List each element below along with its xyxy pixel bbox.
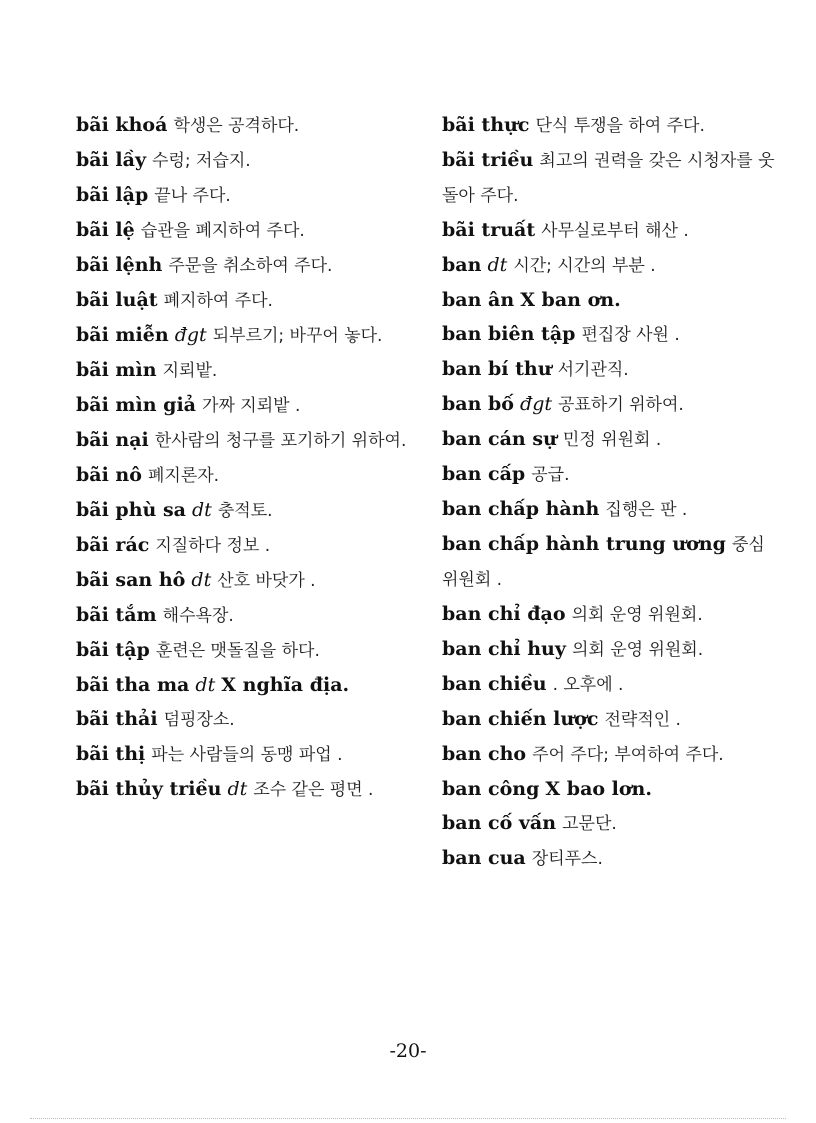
- headword: bãi tha ma: [76, 674, 190, 696]
- dictionary-entry: [76, 633, 420, 668]
- part-of-speech: dt: [227, 778, 248, 800]
- definition: 서기관직.: [557, 360, 629, 380]
- dictionary-entry: [442, 457, 782, 492]
- part-of-speech: dt: [195, 674, 216, 696]
- headword: ban bí thư: [442, 358, 552, 380]
- definition: 시간; 시간의 부분 .: [513, 256, 656, 276]
- definition: . 오후에 .: [552, 675, 624, 695]
- dictionary-entry: [442, 806, 782, 841]
- dictionary-entry: [76, 213, 420, 248]
- definition: 습관을 폐지하여 주다.: [140, 221, 305, 241]
- definition: 수렁; 저습지.: [152, 151, 251, 171]
- definition: 주어 주다; 부여하여 주다.: [532, 745, 724, 765]
- dictionary-entry: [76, 248, 420, 283]
- definition: 해수욕장.: [162, 606, 234, 626]
- headword: ban chiều: [442, 673, 547, 695]
- headword: bãi tập: [76, 639, 150, 661]
- dictionary-entry: [442, 317, 782, 352]
- page-number: -20-: [389, 1040, 427, 1062]
- headword: bãi mìn giả: [76, 394, 196, 416]
- definition: 폐지하여 주다.: [163, 291, 273, 311]
- headword: ban bố: [442, 393, 514, 415]
- headword: ban cấp: [442, 463, 526, 485]
- headword: bãi miễn: [76, 324, 169, 346]
- definition: 폐지론자.: [147, 466, 220, 486]
- dictionary-entry: [76, 283, 420, 318]
- dictionary-entry: [442, 248, 782, 283]
- dictionary-entry: [442, 213, 782, 248]
- dictionary-entry: [76, 702, 420, 737]
- dictionary-entry: [442, 527, 782, 597]
- dictionary-entry: [442, 841, 782, 876]
- dictionary-entry: [76, 423, 420, 458]
- headword: ban cho: [442, 743, 527, 765]
- headword: bãi nại: [76, 429, 149, 451]
- definition: 의회 운영 위원회.: [571, 640, 704, 660]
- definition: 집행은 판 .: [605, 500, 688, 520]
- definition: 산호 바닷가 .: [217, 571, 316, 591]
- dictionary-entry: [76, 143, 420, 178]
- definition: 의회 운영 위원회.: [571, 605, 703, 625]
- headword: bãi thực: [442, 114, 530, 136]
- definition: 한사람의 청구를 포기하기 위하여.: [154, 431, 407, 451]
- cross-reference: X ban ơn.: [520, 289, 621, 311]
- headword: bãi lệ: [76, 219, 135, 241]
- headword: bãi mìn: [76, 359, 157, 381]
- dictionary-entry: [442, 667, 782, 702]
- definition: 학생은 공격하다.: [173, 116, 300, 136]
- left-column: [76, 108, 420, 807]
- dictionary-entry: [76, 318, 420, 353]
- definition: 조수 같은 평면 .: [253, 780, 374, 800]
- headword: bãi rác: [76, 534, 150, 556]
- headword: ban cố vấn: [442, 812, 557, 834]
- dictionary-entry: [76, 388, 420, 423]
- definition: 충적토.: [217, 501, 273, 521]
- definition: 지뢰밭.: [162, 361, 218, 381]
- part-of-speech: đgt: [174, 324, 207, 346]
- dictionary-entry: [442, 702, 782, 737]
- headword: bãi san hô: [76, 569, 186, 591]
- definition: 민정 위원회 .: [562, 430, 662, 450]
- definition: 공표하기 위하여.: [558, 395, 684, 415]
- definition: 최고의 권력을 갖은 시청자를 웃돌아 주다.: [442, 151, 775, 206]
- definition: 되부르기; 바꾸어 놓다.: [212, 326, 383, 346]
- headword: ban chấp hành trung ương: [442, 533, 726, 555]
- bottom-divider: [30, 1118, 786, 1119]
- definition: 덤핑장소.: [163, 710, 235, 730]
- dictionary-entry: [442, 632, 782, 667]
- headword: bãi truất: [442, 219, 536, 241]
- dictionary-entry: [442, 737, 782, 772]
- definition: 지질하다 정보 .: [155, 536, 271, 556]
- headword: bãi khoá: [76, 114, 168, 136]
- definition: 고문단.: [562, 814, 617, 834]
- right-column: [442, 108, 782, 876]
- dictionary-entry: [76, 353, 420, 388]
- definition: 훈련은 맷돌질을 하다.: [155, 641, 320, 661]
- dictionary-entry: [442, 108, 782, 143]
- headword: bãi lầy: [76, 149, 146, 171]
- definition: 편집장 사원 .: [581, 325, 680, 345]
- headword: ban chiến lược: [442, 708, 599, 730]
- dictionary-entry: [442, 283, 782, 317]
- dictionary-entry: [442, 352, 782, 387]
- dictionary-entry: [442, 492, 782, 527]
- dictionary-entry: [76, 772, 420, 807]
- part-of-speech: đgt: [520, 393, 552, 415]
- definition: 가짜 지뢰밭 .: [202, 396, 301, 416]
- headword: ban ân: [442, 289, 515, 311]
- headword: bãi lệnh: [76, 254, 163, 276]
- dictionary-entry: [76, 458, 420, 493]
- dictionary-entry: [76, 493, 420, 528]
- headword: ban: [442, 254, 482, 276]
- headword: bãi nô: [76, 464, 142, 486]
- headword: ban biên tập: [442, 323, 576, 345]
- headword: ban công: [442, 778, 540, 800]
- dictionary-entry: [442, 597, 782, 632]
- headword: ban chỉ đạo: [442, 603, 566, 625]
- part-of-speech: dt: [191, 569, 212, 591]
- headword: ban cán sự: [442, 428, 557, 450]
- definition: 단식 투쟁을 하여 주다.: [535, 116, 705, 136]
- headword: bãi lập: [76, 184, 149, 206]
- headword: bãi triều: [442, 149, 534, 171]
- headword: bãi tắm: [76, 604, 157, 626]
- headword: bãi thị: [76, 743, 146, 765]
- dictionary-entry: [442, 422, 782, 457]
- part-of-speech: dt: [192, 499, 212, 521]
- definition: 중심 위원회 .: [442, 535, 765, 590]
- dictionary-entry: [76, 108, 420, 143]
- definition: 파는 사람들의 동맹 파업 .: [151, 745, 343, 765]
- dictionary-entry: [76, 598, 420, 633]
- dictionary-entry: [76, 178, 420, 213]
- headword: ban chấp hành: [442, 498, 600, 520]
- dictionary-entry: [76, 737, 420, 772]
- definition: 끝나 주다.: [154, 186, 231, 206]
- headword: ban cua: [442, 847, 526, 869]
- dictionary-entry: [442, 387, 782, 422]
- definition: 전략적인 .: [604, 710, 681, 730]
- cross-reference: X bao lơn.: [545, 778, 652, 800]
- definition: 장티푸스.: [531, 849, 603, 869]
- dictionary-entry: [442, 772, 782, 806]
- definition: 공급.: [531, 465, 570, 485]
- definition: 주문을 취소하여 주다.: [168, 256, 333, 276]
- dictionary-entry: [442, 143, 782, 213]
- headword: bãi thủy triều: [76, 778, 222, 800]
- dictionary-entry: [76, 668, 420, 702]
- headword: bãi luật: [76, 289, 158, 311]
- dictionary-entry: [76, 563, 420, 598]
- cross-reference: X nghĩa địa.: [221, 674, 350, 696]
- definition: 사무실로부터 해산 .: [541, 221, 689, 241]
- dictionary-entry: [76, 528, 420, 563]
- headword: ban chỉ huy: [442, 638, 566, 660]
- part-of-speech: dt: [487, 254, 508, 276]
- headword: bãi phù sa: [76, 499, 186, 521]
- headword: bãi thải: [76, 708, 158, 730]
